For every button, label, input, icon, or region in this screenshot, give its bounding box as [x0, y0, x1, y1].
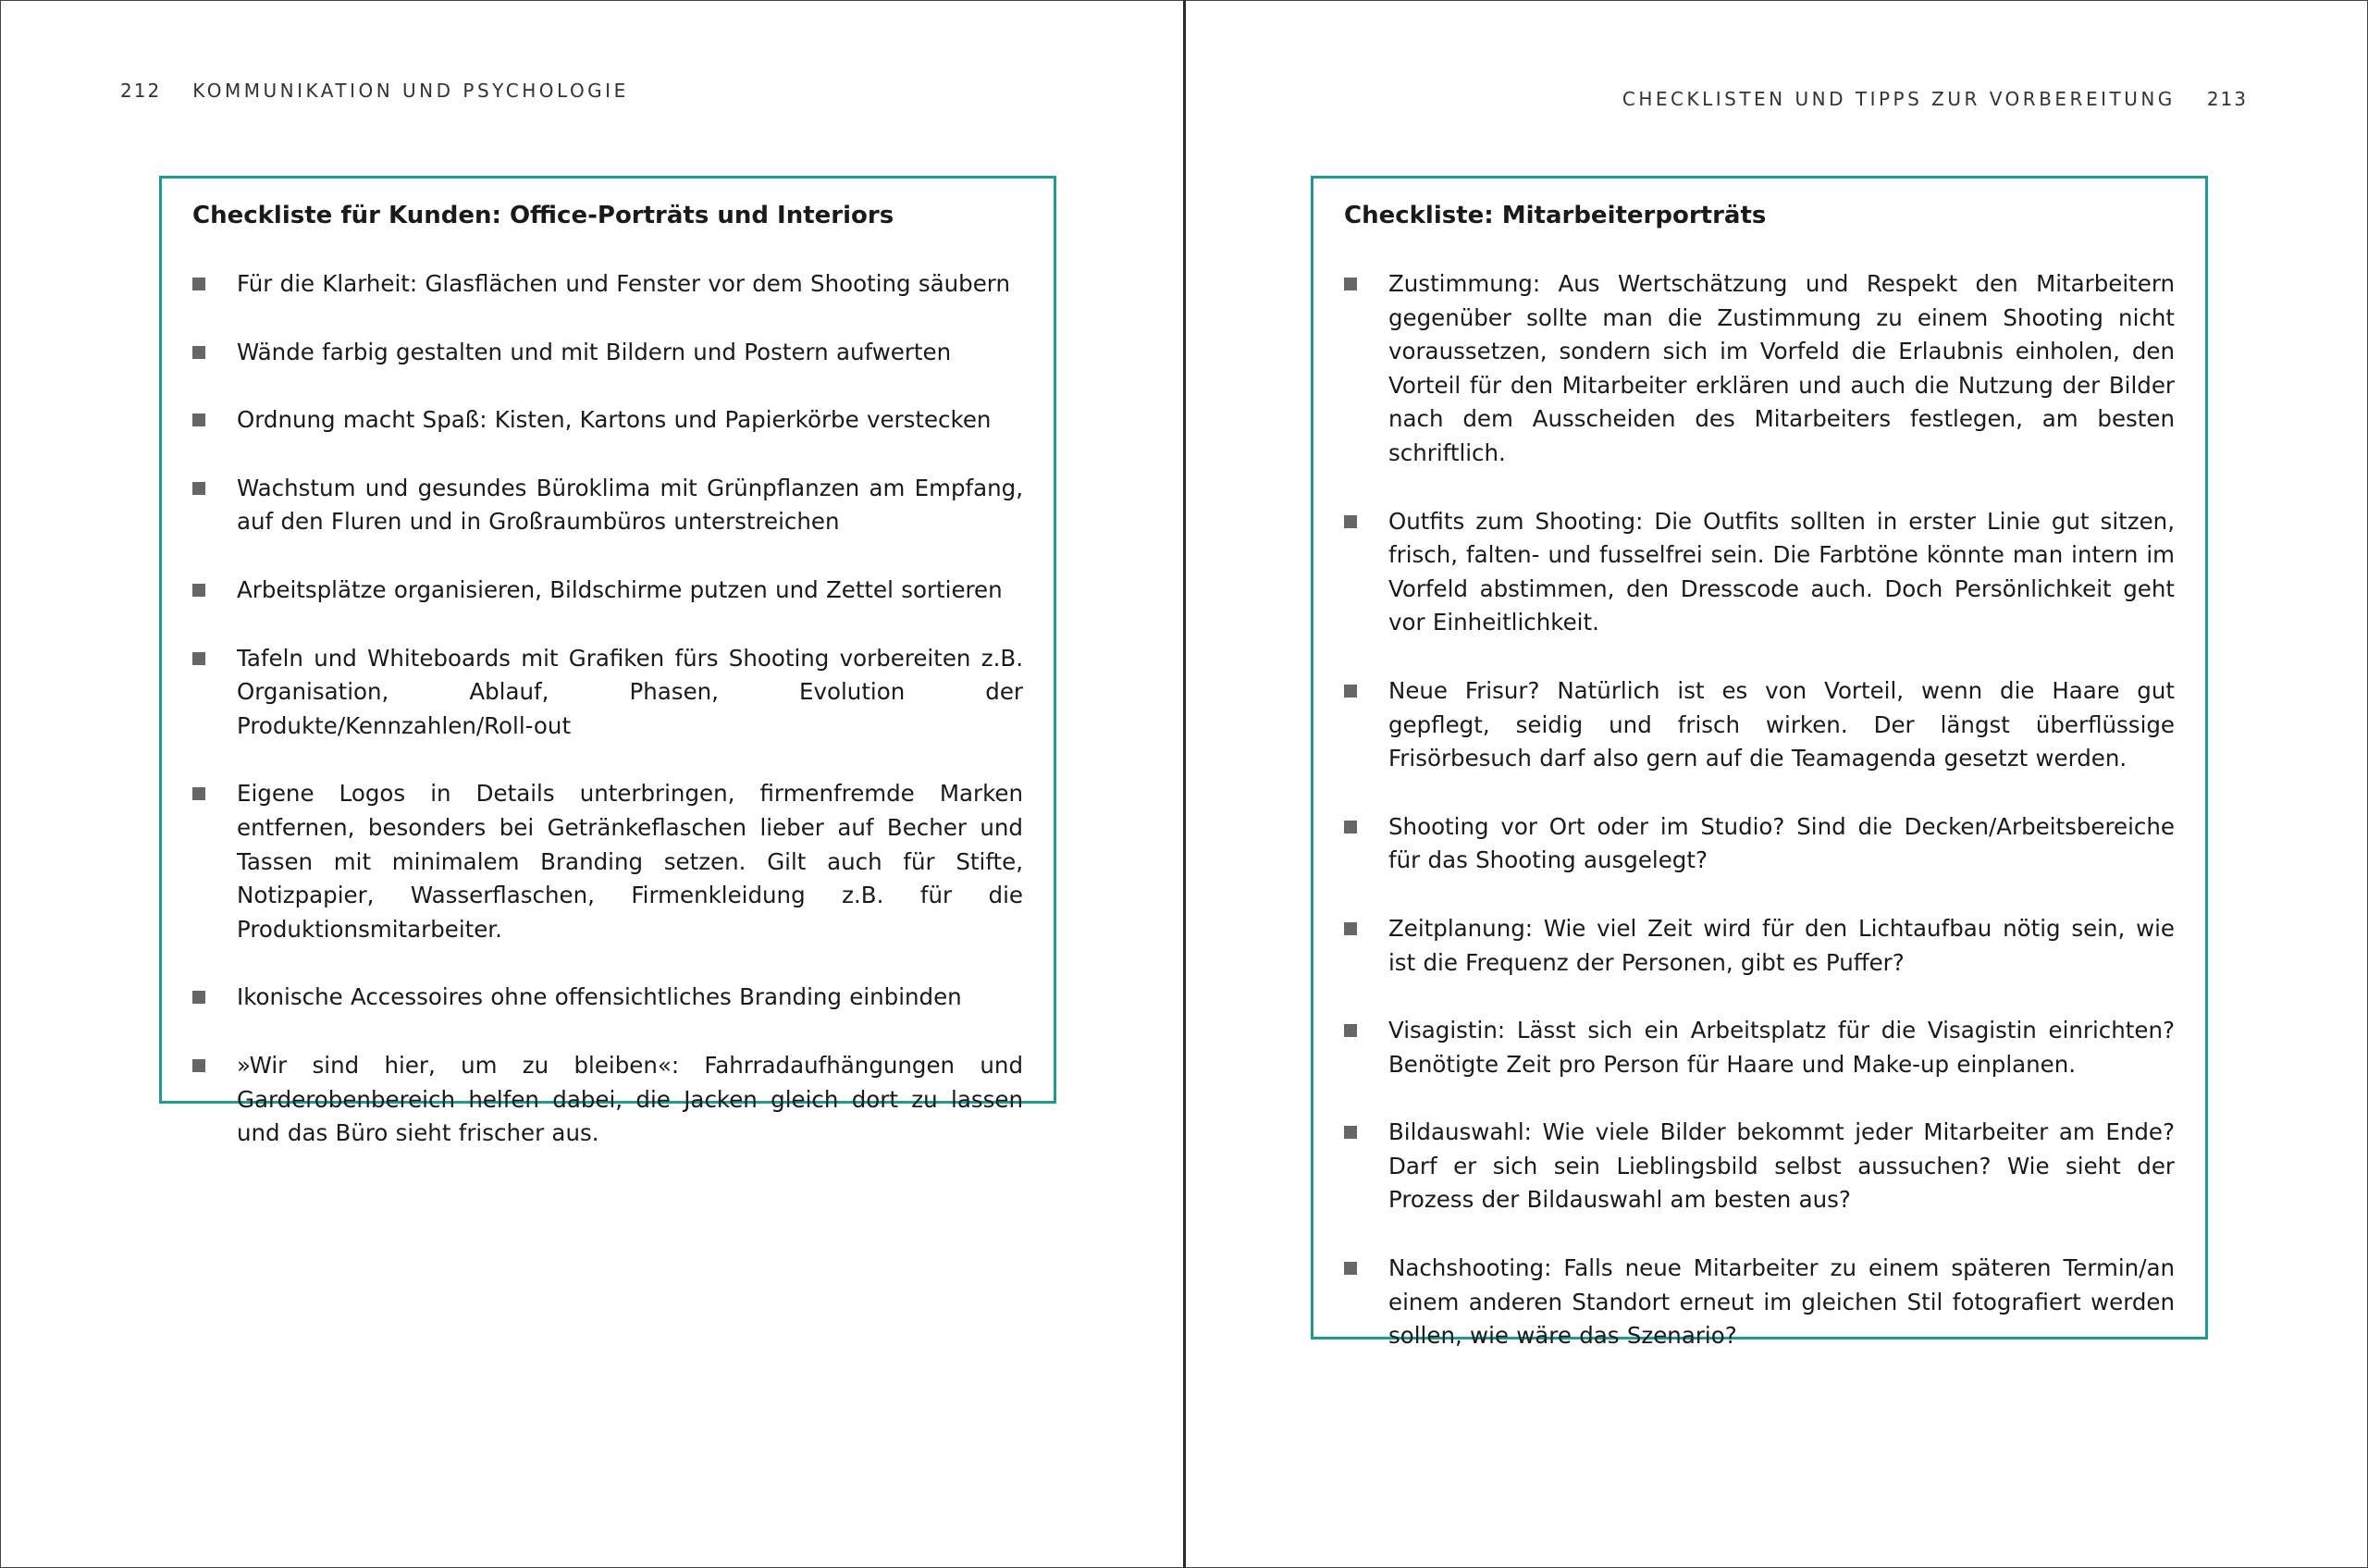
square-bullet-icon	[1344, 1024, 1357, 1037]
list-item	[192, 574, 1023, 608]
list-item	[1344, 267, 2175, 471]
list-item	[1344, 505, 2175, 640]
list-item-text: »Wir sind hier, um zu bleiben«: Fahrradaufhängungen und Garderobenbereich helfen dabei, die Jacken gleich dort zu lassen und das Büro sieht frischer aus.	[237, 1051, 1023, 1147]
square-bullet-icon	[192, 1059, 205, 1072]
left-checklist-box	[159, 176, 1056, 1147]
right-checklist-list	[1344, 267, 2175, 1353]
list-item-text: Arbeitsplätze organisieren, Bildschirme putzen und Zettel sortieren	[237, 575, 1003, 603]
left-running-head-title: KOMMUNIKATION UND PSYCHOLOGIE	[192, 80, 629, 102]
square-bullet-icon	[192, 991, 205, 1004]
list-item	[1344, 1014, 2175, 1081]
left-checklist-list	[192, 267, 1023, 1151]
list-item	[192, 403, 1023, 438]
list-item	[192, 777, 1023, 946]
list-item-text: Wände farbig gestalten und mit Bildern und Postern aufwerten	[237, 338, 952, 365]
list-item-text: Zeitplanung: Wie viel Zeit wird für den Lichtaufbau nötig sein, wie ist die Frequenz der Personen, gibt es Puffer?	[1388, 914, 2175, 976]
right-checklist-title: Checkliste: Mitarbeiterporträts	[1344, 202, 1767, 229]
left-checklist-title: Checkliste für Kunden: Office-Porträts und Interiors	[192, 202, 894, 229]
left-page-number: 212	[120, 80, 162, 102]
list-item	[192, 267, 1023, 302]
list-item	[192, 336, 1023, 370]
list-item-text: Visagistin: Lässt sich ein Arbeitsplatz für die Visagistin einrichten? Benötigte Zeit pro Person für Haare und Make-up einplanen.	[1388, 1017, 2175, 1078]
square-bullet-icon	[192, 346, 205, 359]
square-bullet-icon	[192, 787, 205, 800]
list-item	[192, 642, 1023, 744]
list-item-text: Shooting vor Ort oder im Studio? Sind die Decken/Arbeitsbereiche für das Shooting ausgelegt?	[1388, 812, 2175, 874]
list-item	[1344, 1252, 2175, 1353]
list-item-text: Outfits zum Shooting: Die Outfits sollten in erster Linie gut sitzen, frisch, falten- und fusselfrei sein. Die Farbtöne könnte man intern im Vorfeld abstimmen, den Dresscode auch. Doch Persönlichkeit geht vor Einheitlichkeit.	[1388, 507, 2175, 636]
square-bullet-icon	[1344, 821, 1357, 833]
square-bullet-icon	[1344, 1262, 1357, 1275]
list-item	[192, 472, 1023, 539]
square-bullet-icon	[192, 652, 205, 665]
square-bullet-icon	[1344, 685, 1357, 698]
list-item-text: Für die Klarheit: Glasflächen und Fenster vor dem Shooting säubern	[237, 270, 1010, 297]
square-bullet-icon	[192, 414, 205, 426]
list-item-text: Neue Frisur? Natürlich ist es von Vorteil, wenn die Haare gut gepflegt, seidig und frisch wirken. Der längst überflüssige Frisörbesuch darf also gern auf die Teamagenda gesetzt werden.	[1388, 676, 2175, 772]
square-bullet-icon	[192, 482, 205, 495]
list-item-text: Wachstum und gesundes Büroklima mit Grünpflanzen am Empfang, auf den Fluren und in Großraumbüros unterstreichen	[237, 474, 1023, 536]
square-bullet-icon	[1344, 922, 1357, 935]
list-item-text: Ordnung macht Spaß: Kisten, Kartons und Papierkörbe verstecken	[237, 406, 992, 434]
square-bullet-icon	[192, 278, 205, 290]
right-page-number: 213	[2206, 88, 2248, 110]
square-bullet-icon	[1344, 278, 1357, 290]
list-item-text: Tafeln und Whiteboards mit Grafiken fürs Shooting vorbereiten z.B. Organisation, Ablauf, Phasen, Evolution der Produkte/Kennzahlen/Roll-out	[237, 644, 1023, 739]
right-checklist-box	[1311, 176, 2208, 1350]
list-item	[1344, 674, 2175, 776]
square-bullet-icon	[192, 584, 205, 597]
list-item-text: Zustimmung: Aus Wertschätzung und Respekt den Mitarbeitern gegenüber sollte man die Zustimmung zu einem Shooting nicht voraussetzen, sondern sich im Vorfeld die Erlaubnis einholen, den Vorteil für den Mitarbeiter erklären und auch die Nutzung der Bilder nach dem Ausscheiden des Mitarbeiters festlegen, am besten schriftlich.	[1388, 270, 2175, 466]
list-item	[1344, 1116, 2175, 1217]
list-item	[192, 981, 1023, 1015]
list-item	[1344, 810, 2175, 878]
left-running-head	[120, 80, 629, 102]
right-running-head	[1622, 88, 2248, 110]
right-page	[1186, 0, 2368, 1568]
list-item-text: Ikonische Accessoires ohne offensichtliches Branding einbinden	[237, 983, 962, 1011]
list-item-text: Eigene Logos in Details unterbringen, firmenfremde Marken entfernen, besonders bei Getränkeflaschen lieber auf Becher und Tassen mit minimalem Branding setzen. Gilt auch für Stifte, Notizpapier, Wasserflaschen, Firmenkleidung z.B. für die Produktionsmitarbeiter.	[237, 780, 1023, 943]
right-running-head-title: CHECKLISTEN UND TIPPS ZUR VORBEREITUNG	[1622, 88, 2176, 110]
list-item	[192, 1049, 1023, 1151]
list-item-text: Bildauswahl: Wie viele Bilder bekommt jeder Mitarbeiter am Ende? Darf er sich sein Lieblingsbild selbst aussuchen? Wie sieht der Prozess der Bildauswahl am besten aus?	[1388, 1118, 2175, 1214]
square-bullet-icon	[1344, 1126, 1357, 1139]
left-page	[0, 0, 1183, 1568]
square-bullet-icon	[1344, 515, 1357, 528]
list-item	[1344, 912, 2175, 980]
list-item-text: Nachshooting: Falls neue Mitarbeiter zu einem späteren Termin/an einem anderen Standort erneut im gleichen Stil fotografiert werden sollen, wie wäre das Szenario?	[1388, 1254, 2175, 1350]
